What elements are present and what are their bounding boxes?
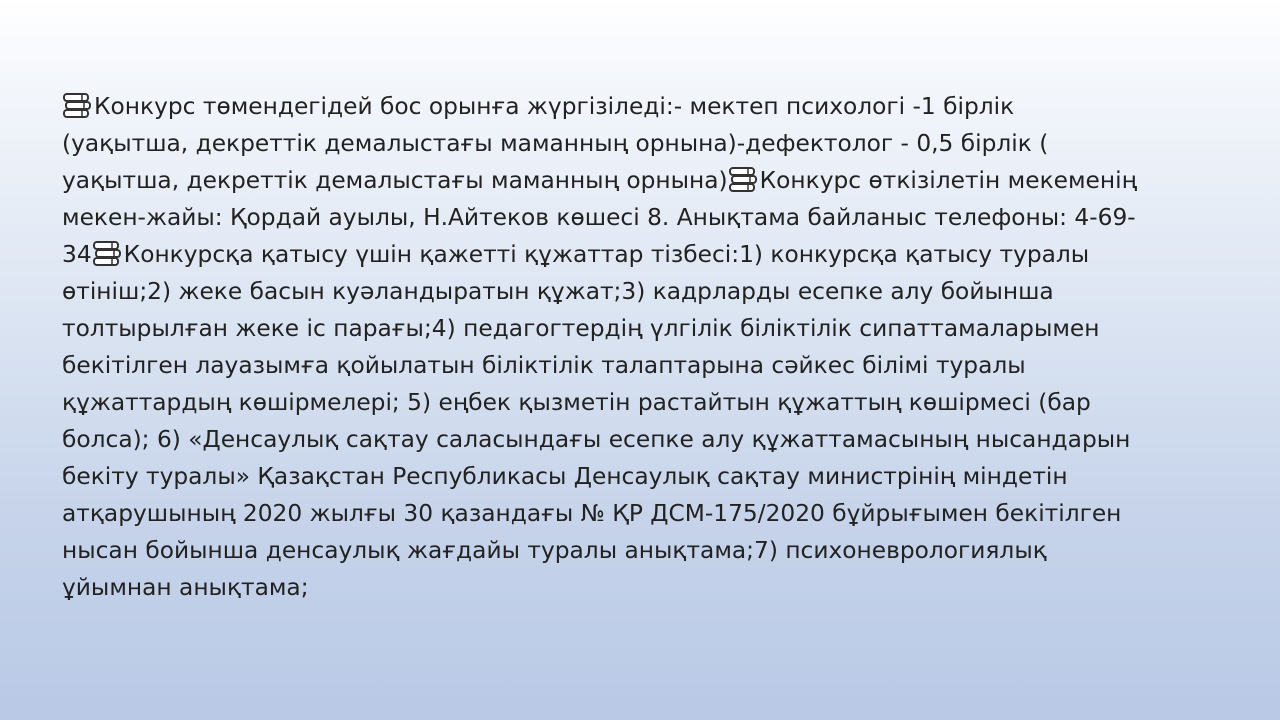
text-line-5: [62, 236, 1240, 273]
line-text: Конкурс өткізілетін мекеменің: [759, 167, 1137, 194]
text-line-4: [62, 199, 1240, 236]
line-text: уақытша, декреттік демалыстағы маманның орнына): [62, 167, 728, 194]
text-line-14: [62, 569, 1240, 606]
line-text: болса); 6) «Денсаулық сақтау саласындағы есепке алу құжаттамасының нысандарын: [62, 426, 1131, 453]
text-line-1: [62, 88, 1240, 125]
line-text: өтініш;2) жеке басын куәландыратын құжат;3) кадрларды есепке алу бойынша: [62, 278, 1054, 305]
line-text: құжаттардың көшірмелері; 5) еңбек қызметін растайтын құжаттың көшірмесі (бар: [62, 389, 1091, 416]
books-icon: [728, 166, 758, 193]
line-text: Конкурс төмендегідей бос орынға жүргізіледі:- мектеп психологі -1 бірлік: [94, 93, 1015, 120]
text-line-11: [62, 458, 1240, 495]
text-line-13: [62, 532, 1240, 569]
line-text: мекен-жайы: Қордай ауылы, Н.Айтеков көшесі 8. Анықтама байланыс телефоны: 4-69-: [62, 204, 1136, 231]
line-text: бекітілген лауазымға қойылатын біліктілік талаптарына сәйкес білімі туралы: [62, 352, 1026, 379]
text-line-3: [62, 162, 1240, 199]
books-icon: [62, 92, 92, 119]
slide-body-text: [62, 88, 1240, 606]
line-text: атқарушының 2020 жылғы 30 қазандағы № ҚР ДСМ-175/2020 бұйрығымен бекітілген: [62, 500, 1122, 527]
line-text: (уақытша, декреттік демалыстағы маманның орнына)-дефектолог - 0,5 бірлік (: [62, 130, 1049, 157]
line-text: толтырылған жеке іс парағы;4) педагогтердің үлгілік біліктілік сипаттамаларымен: [62, 315, 1100, 342]
text-line-9: [62, 384, 1240, 421]
text-line-7: [62, 310, 1240, 347]
text-line-6: [62, 273, 1240, 310]
line-text: ұйымнан анықтама;: [62, 574, 309, 601]
books-icon: [92, 240, 122, 267]
line-text: нысан бойынша денсаулық жағдайы туралы анықтама;7) психоневрологиялық: [62, 537, 1047, 564]
line-text: 34: [62, 241, 92, 268]
text-line-10: [62, 421, 1240, 458]
text-line-12: [62, 495, 1240, 532]
line-text: бекіту туралы» Қазақстан Республикасы Денсаулық сақтау министрінің міндетін: [62, 463, 1068, 490]
text-line-2: [62, 125, 1240, 162]
line-text: Конкурсқа қатысу үшін қажетті құжаттар тізбесі:1) конкурсқа қатысу туралы: [123, 241, 1090, 268]
text-line-8: [62, 347, 1240, 384]
